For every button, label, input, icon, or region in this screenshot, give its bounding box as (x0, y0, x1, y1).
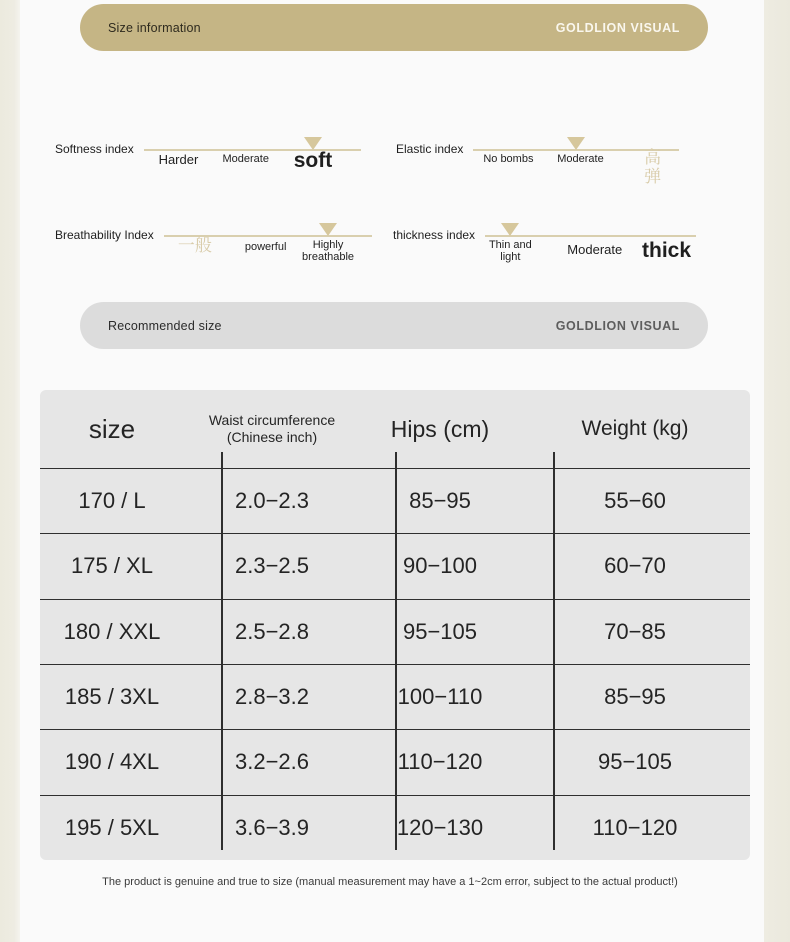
column-header-size-label: size (88, 413, 136, 444)
cell-weight: 55−60 (604, 488, 666, 514)
size-information-brand: GOLDLION VISUAL (555, 20, 680, 35)
cell-size: 195 / 5XL (64, 814, 160, 840)
index-thickness-tick-0: Thin and light (488, 239, 532, 264)
cell-size: 185 / 3XL (64, 684, 160, 710)
index-softness-tick-2: soft (293, 149, 333, 172)
column-header-weight (520, 390, 750, 469)
cell-hips: 90−100 (402, 553, 478, 579)
index-thickness-label: thickness index (393, 228, 476, 242)
table-column-divider-2 (395, 452, 397, 850)
column-header-hips (360, 390, 520, 469)
column-header-waist (184, 390, 360, 469)
index-softness-tick-0: Harder (158, 152, 199, 167)
index-elastic (396, 122, 679, 197)
index-softness-label: Softness index (55, 142, 134, 156)
cell-waist: 2.5−2.8 (234, 618, 309, 644)
size-information-banner (80, 4, 708, 51)
index-elastic-marker (567, 137, 585, 150)
column-header-weight-label: Weight (kg) (581, 417, 689, 440)
cell-hips: 110−120 (397, 749, 483, 775)
cell-waist: 2.0−2.3 (234, 488, 309, 514)
cell-size: 190 / 4XL (64, 749, 160, 775)
index-elastic-label: Elastic index (396, 142, 464, 156)
cell-size: 175 / XL (71, 553, 153, 579)
index-elastic-tick-0: No bombs (483, 153, 534, 165)
cell-weight: 70−85 (604, 618, 666, 644)
index-breathability-tick-2: Highly breathable (302, 239, 355, 264)
index-thickness-marker (501, 223, 519, 236)
table-column-divider-1 (221, 452, 223, 850)
cell-waist: 2.8−3.2 (234, 684, 309, 710)
cell-weight: 60−70 (604, 553, 666, 579)
cell-waist: 2.3−2.5 (234, 553, 309, 579)
measurement-disclaimer: The product is genuine and true to size (manual measurement may have a 1~2cm error, subject to the actual product!) (102, 876, 678, 888)
index-thickness (393, 208, 696, 283)
fabric-index-group (0, 108, 790, 290)
table-column-divider-3 (553, 452, 555, 850)
cell-weight: 110−120 (592, 814, 678, 840)
cell-hips: 95−105 (402, 618, 478, 644)
cell-hips: 100−110 (397, 684, 483, 710)
index-breathability (55, 208, 372, 283)
cell-hips: 120−130 (396, 814, 484, 840)
cell-size: 170 / L (78, 488, 146, 514)
index-breathability-label: Breathability Index (55, 228, 154, 242)
size-information-title: Size information (108, 20, 201, 35)
index-thickness-tick-2: thick (641, 239, 692, 262)
index-softness-tick-1: Moderate (222, 153, 269, 165)
index-thickness-tick-1: Moderate (567, 242, 623, 257)
column-header-waist-line1: Waist circumference (208, 411, 336, 428)
index-elastic-tick-1: Moderate (557, 153, 604, 165)
cell-size: 180 / XXL (63, 618, 161, 644)
cell-waist: 3.6−3.9 (234, 814, 309, 840)
recommended-size-title: Recommended size (108, 318, 222, 333)
column-header-waist-line2: (Chinese inch) (226, 429, 318, 445)
recommended-size-brand: GOLDLION VISUAL (555, 318, 680, 333)
column-header-size (40, 390, 184, 469)
size-chart-table-container (40, 390, 750, 860)
index-breathability-tick-1: powerful (244, 241, 287, 253)
cell-hips: 85−95 (409, 488, 471, 514)
index-softness (55, 122, 361, 197)
recommended-size-banner (80, 302, 708, 349)
cell-weight: 95−105 (597, 749, 673, 775)
index-breathability-tick-0: 一般 (177, 236, 212, 255)
index-breathability-marker (319, 223, 337, 236)
cell-waist: 3.2−2.6 (234, 749, 309, 775)
index-elastic-tick-2: 高弹 (644, 148, 662, 187)
cell-weight: 85−95 (604, 684, 666, 710)
column-header-hips-label: Hips (cm) (390, 415, 490, 442)
